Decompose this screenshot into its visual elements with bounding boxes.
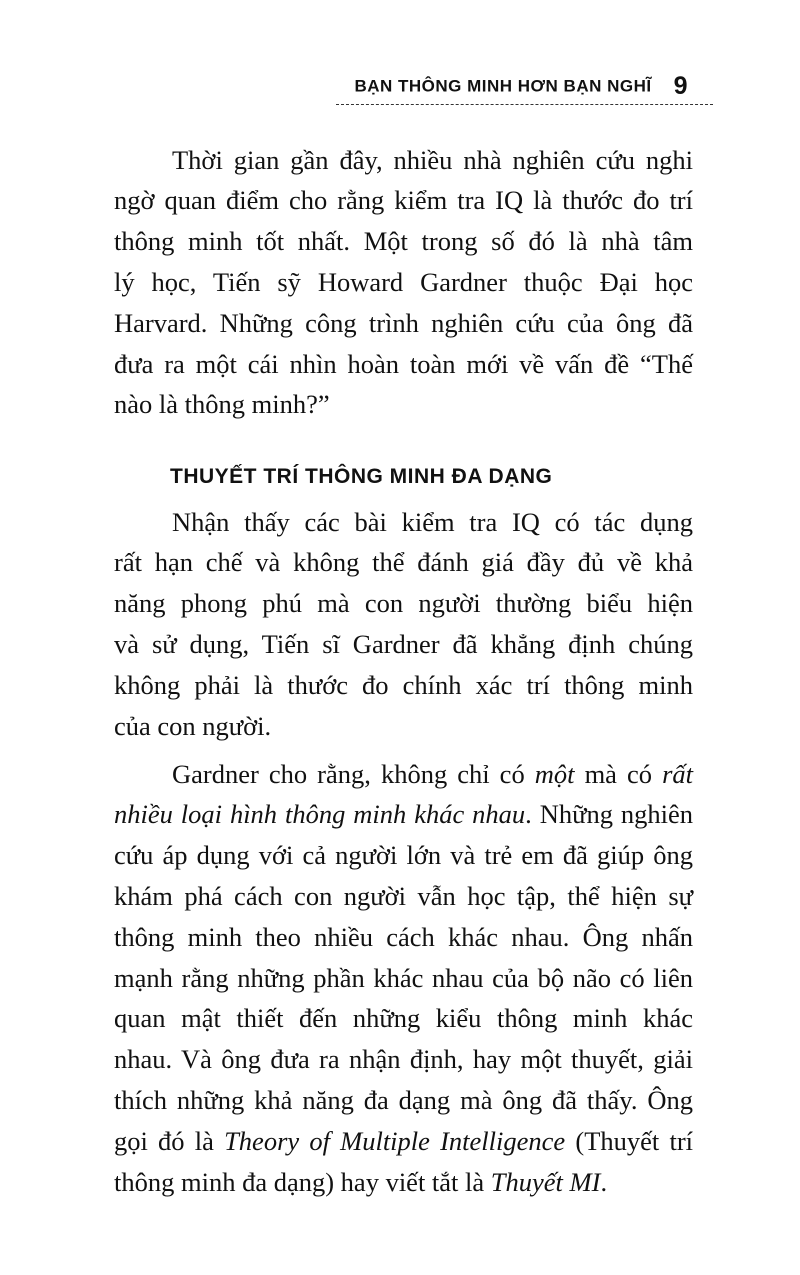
text-line — [114, 794, 693, 835]
page-number: 9 — [673, 72, 688, 100]
text-run: thông minh đa dạng) hay viết tắt là — [114, 1166, 491, 1197]
text-line — [114, 140, 693, 181]
text-run: và sử dụng, Tiến sĩ Gardner đã khẳng định chúng — [114, 628, 693, 659]
text-run: thích những khả năng đa dạng mà ông đã thấy. Ông — [114, 1084, 693, 1115]
text-run: Gardner cho rằng, không chỉ có — [172, 758, 535, 789]
text-run: Thời gian gần đây, nhiều nhà nghiên cứu nghi — [172, 144, 693, 175]
text-run: nào là thông minh?” — [114, 389, 330, 420]
text-run: Harvard. Những công trình nghiên cứu của ông đã — [114, 307, 693, 338]
text-run: năng phong phú mà con người thường biểu hiện — [114, 588, 693, 619]
header-dashed-divider — [336, 104, 713, 105]
text-line — [114, 1162, 693, 1203]
text-run: (Thuyết trí — [565, 1125, 694, 1156]
text-line — [114, 665, 693, 706]
text-line — [114, 384, 693, 425]
text-line — [114, 706, 693, 747]
text-line — [114, 1121, 693, 1162]
text-line — [114, 262, 693, 303]
text-run: ngờ quan điểm cho rằng kiểm tra IQ là thước đo trí — [114, 185, 693, 216]
text-line — [114, 624, 693, 665]
text-line — [114, 835, 693, 876]
text-run: lý học, Tiến sỹ Howard Gardner thuộc Đại học — [114, 266, 693, 297]
italic-text: nhiều loại hình thông minh khác nhau — [114, 799, 526, 830]
text-line — [114, 958, 693, 999]
italic-text: một — [534, 758, 575, 789]
text-line — [114, 344, 693, 385]
text-run: . Những nghiên — [525, 799, 694, 830]
text-run: thông minh theo nhiều cách khác nhau. Ông nhấn — [114, 921, 693, 952]
italic-text: Theory of Multiple Intelligence — [224, 1125, 566, 1156]
text-line — [114, 1080, 693, 1121]
text-run: quan mật thiết đến những kiểu thông minh khác — [114, 1003, 693, 1034]
text-line — [114, 998, 693, 1039]
text-run: mà có — [574, 758, 663, 789]
italic-text: Thuyết MI — [490, 1166, 601, 1197]
text-run: đưa ra một cái nhìn hoàn toàn mới về vấn đề “Thế — [114, 348, 693, 379]
running-head — [300, 72, 688, 101]
text-run: Nhận thấy các bài kiểm tra IQ có tác dụng — [172, 506, 693, 537]
text-line — [114, 502, 693, 543]
text-run: . — [600, 1166, 608, 1197]
text-run: khám phá cách con người vẫn học tập, thể hiện sự — [114, 880, 693, 911]
text-line — [114, 917, 693, 958]
text-line — [114, 221, 693, 262]
text-run: nhau. Và ông đưa ra nhận định, hay một thuyết, giải — [114, 1044, 693, 1075]
section-heading: THUYẾT TRÍ THÔNG MINH ĐA DẠNG — [170, 465, 553, 488]
italic-text: rất — [662, 758, 694, 789]
text-run: không phải là thước đo chính xác trí thông minh — [114, 669, 693, 700]
text-line — [114, 180, 693, 221]
text-run: thông minh tốt nhất. Một trong số đó là nhà tâm — [114, 226, 693, 257]
text-line — [114, 1039, 693, 1080]
text-line — [114, 542, 693, 583]
text-run: rất hạn chế và không thể đánh giá đầy đủ về khả — [114, 547, 693, 578]
text-line — [114, 303, 693, 344]
book-title: BẠN THÔNG MINH HƠN BẠN NGHĨ — [354, 76, 652, 96]
text-run: cứu áp dụng với cả người lớn và trẻ em đã giúp ông — [114, 840, 693, 871]
text-run: mạnh rằng những phần khác nhau của bộ não có liên — [114, 962, 693, 993]
text-run: gọi đó là — [114, 1125, 225, 1156]
text-line — [114, 754, 693, 795]
text-run: của con người. — [114, 710, 272, 741]
text-line — [114, 876, 693, 917]
text-line — [114, 583, 693, 624]
